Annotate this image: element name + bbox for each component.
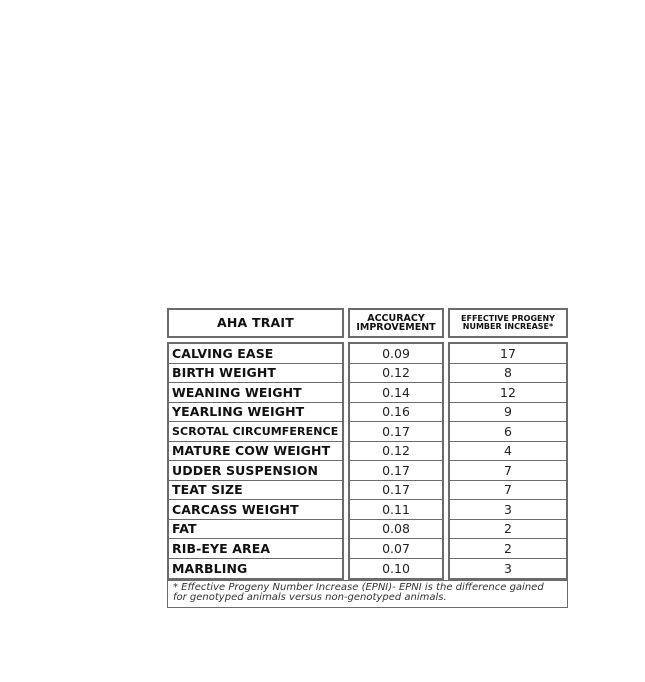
table-row [450, 461, 566, 481]
table-row [169, 461, 342, 481]
trait-cell: FAT [172, 521, 197, 537]
accuracy-cell: 0.16 [382, 404, 410, 420]
table-row [450, 383, 566, 403]
table-row [450, 481, 566, 501]
accuracy-cell: 0.09 [382, 345, 410, 361]
epn-cell: 7 [504, 462, 512, 478]
table-row [169, 383, 342, 403]
epn-cell: 12 [500, 384, 516, 400]
table-row [450, 539, 566, 559]
accuracy-cell: 0.12 [382, 443, 410, 459]
table-row [350, 422, 442, 442]
epn-cell: 9 [504, 404, 512, 420]
header-accuracy-improvement: ACCURACY IMPROVEMENT [348, 308, 444, 338]
accuracy-column [348, 342, 444, 580]
epn-cell: 7 [504, 482, 512, 498]
table-row [350, 539, 442, 559]
table-row [350, 461, 442, 481]
table-row [350, 559, 442, 579]
accuracy-cell: 0.17 [382, 423, 410, 439]
trait-cell: SCROTAL CIRCUMFERENCE [172, 424, 339, 438]
table-row [450, 520, 566, 540]
accuracy-cell: 0.17 [382, 482, 410, 498]
trait-cell: MARBLING [172, 560, 248, 576]
epn-cell: 8 [504, 365, 512, 381]
header-aha-trait: AHA TRAIT [167, 308, 344, 338]
trait-cell: CALVING EASE [172, 345, 274, 361]
accuracy-cell: 0.14 [382, 384, 410, 400]
table-row [169, 500, 342, 520]
trait-cell: UDDER SUSPENSION [172, 462, 319, 478]
table-row [450, 500, 566, 520]
table-row [169, 520, 342, 540]
accuracy-cell: 0.07 [382, 540, 410, 556]
trait-cell: WEANING WEIGHT [172, 384, 302, 400]
table-row [450, 403, 566, 423]
accuracy-cell: 0.11 [382, 501, 410, 517]
epn-cell: 2 [504, 540, 512, 556]
trait-cell: BIRTH WEIGHT [172, 365, 277, 381]
table-row [350, 442, 442, 462]
table-row [350, 403, 442, 423]
trait-cell: CARCASS WEIGHT [172, 501, 299, 517]
trait-cell: TEAT SIZE [172, 482, 243, 498]
trait-table [167, 308, 568, 580]
table-row [350, 344, 442, 364]
accuracy-cell: 0.08 [382, 521, 410, 537]
table-row [169, 364, 342, 384]
trait-cell: MATURE COW WEIGHT [172, 443, 331, 459]
table-row [169, 344, 342, 364]
table-row [350, 520, 442, 540]
table-row [350, 383, 442, 403]
table-row [450, 422, 566, 442]
accuracy-cell: 0.10 [382, 560, 410, 576]
table-row [350, 481, 442, 501]
table-row [450, 364, 566, 384]
table-row [169, 539, 342, 559]
table-footnote [167, 580, 568, 608]
table-row [450, 344, 566, 364]
epn-column [448, 342, 568, 580]
accuracy-cell: 0.17 [382, 462, 410, 478]
epn-cell: 17 [500, 345, 516, 361]
table-row [169, 442, 342, 462]
epn-cell: 4 [504, 443, 512, 459]
epn-cell: 2 [504, 521, 512, 537]
table-row [169, 422, 342, 442]
accuracy-cell: 0.12 [382, 365, 410, 381]
trait-cell: RIB-EYE AREA [172, 540, 271, 556]
footnote-line-2: for genotyped animals versus non-genotyped animals. [173, 592, 447, 603]
trait-cell: YEARLING WEIGHT [172, 404, 305, 420]
epn-cell: 6 [504, 423, 512, 439]
table-body [167, 342, 568, 580]
table-row [169, 403, 342, 423]
table-row [169, 559, 342, 579]
table-row [169, 481, 342, 501]
footnote-line-1: * Effective Progeny Number Increase (EPNI)- EPNI is the difference gained [173, 582, 544, 593]
table-row [350, 364, 442, 384]
table-row [450, 559, 566, 579]
epn-cell: 3 [504, 501, 512, 517]
table-header-row [167, 308, 568, 338]
table-row [350, 500, 442, 520]
table-row [450, 442, 566, 462]
header-effective-progeny-number-increase: EFFECTIVE PROGENY NUMBER INCREASE* [448, 308, 568, 338]
epn-cell: 3 [504, 560, 512, 576]
trait-column [167, 342, 344, 580]
